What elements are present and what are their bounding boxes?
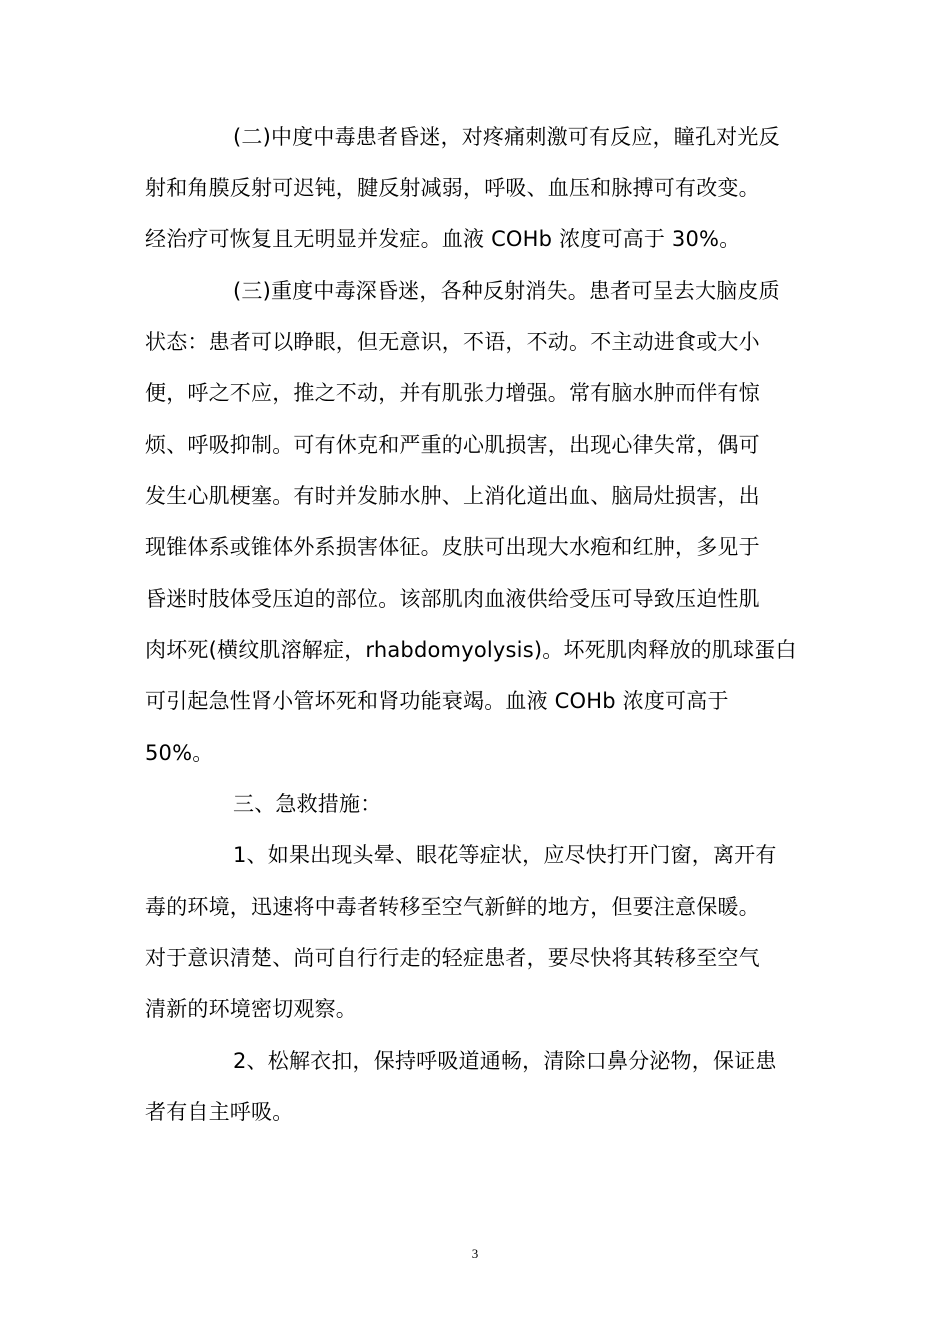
text-line: (二)中度中毒患者昏迷，对疼痛刺激可有反应，瞳孔对光反 [233,125,780,149]
text-line: 现锥体系或锥体外系损害体征。皮肤可出现大水疱和红肿，多见于 [145,535,760,559]
text-line: 1、如果出现头晕、眼花等症状，应尽快打开门窗，离开有 [233,843,777,867]
text-line: 发生心肌梗塞。有时并发肺水肿、上消化道出血、脑局灶损害，出 [145,484,760,508]
text-line: 烦、呼吸抑制。可有休克和严重的心肌损害，出现心律失常，偶可 [145,433,760,457]
text-line: 便，呼之不应，推之不动，并有肌张力增强。常有脑水肿而伴有惊 [145,381,760,405]
text-line: (三)重度中毒深昏迷，各种反射消失。患者可呈去大脑皮质 [233,279,780,303]
text-line: 经治疗可恢复且无明显并发症。血液 COHb 浓度可高于 30%。 [145,227,741,251]
text-line: 对于意识清楚、尚可自行行走的轻症患者，要尽快将其转移至空气 [145,946,760,970]
text-line: 毒的环境，迅速将中毒者转移至空气新鲜的地方，但要注意保暖。 [145,895,760,919]
text-line: 清新的环境密切观察。 [145,997,357,1021]
text-line: 肉坏死(横纹肌溶解症，rhabdomyolysis)。坏死肌肉释放的肌球蛋白 [145,638,797,662]
text-line: 昏迷时肢体受压迫的部位。该部肌肉血液供给受压可导致压迫性肌 [145,587,760,611]
text-line: 者有自主呼吸。 [145,1100,294,1124]
text-line: 2、松解衣扣，保持呼吸道通畅，清除口鼻分泌物，保证患 [233,1049,777,1073]
page-number: 3 [471,1246,479,1261]
text-line: 状态：患者可以睁眼，但无意识，不语，不动。不主动进食或大小 [145,330,760,354]
text-line: 50%。 [145,741,214,765]
text-line: 可引起急性肾小管坏死和肾功能衰竭。血液 COHb 浓度可高于 [145,689,729,713]
text-line: 射和角膜反射可迟钝，腱反射减弱，呼吸、血压和脉搏可有改变。 [145,176,760,200]
section-heading: 三、急救措施： [233,792,382,816]
